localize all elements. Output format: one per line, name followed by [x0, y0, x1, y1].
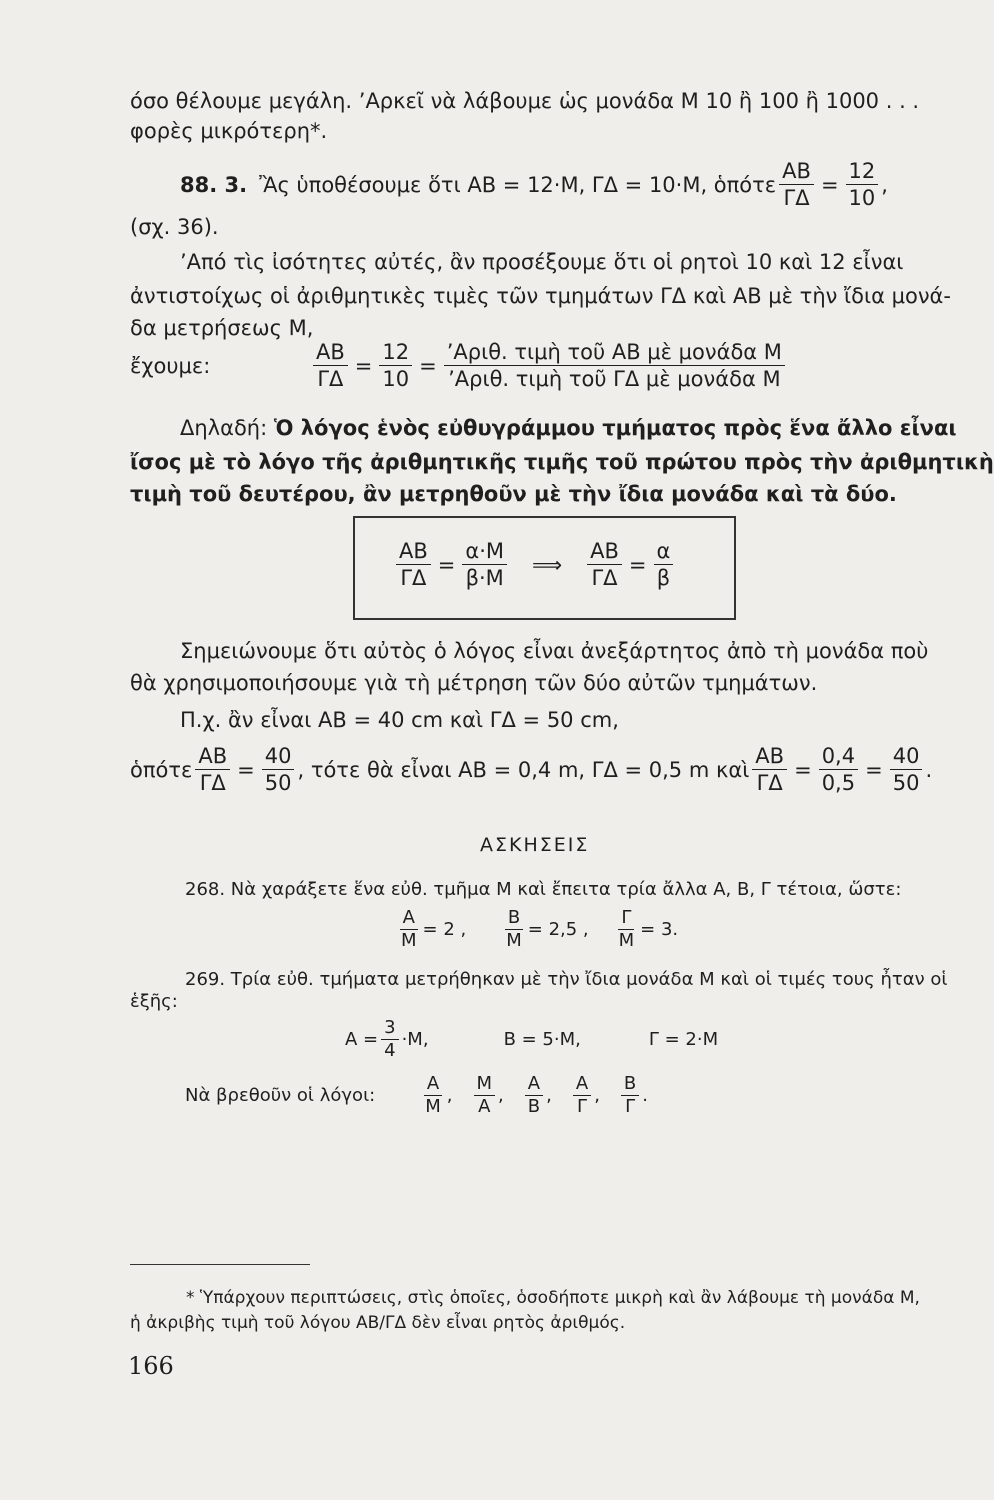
frac-den: ΓΔ	[317, 367, 344, 391]
fraction-g-m	[616, 907, 638, 952]
frac-den: Μ	[401, 930, 417, 951]
frac-den: ΓΔ	[756, 771, 783, 795]
intro-line-2: φορὲς μικρότερη*.	[130, 119, 328, 143]
section-trail: ,	[881, 172, 888, 197]
frac-den: 10	[848, 186, 876, 210]
exercise-269-line-1: 269. Τρία εὐθ. τμήματα μετρήθηκαν μὲ τὴν ἴδια μονάδα Μ καὶ οἱ τιμές τους ἦταν οἱ	[185, 969, 948, 990]
intro-line-1: όσο θέλουμε μεγάλη. ’Αρκεῖ νὰ λάβουμε ὡς μονάδα Μ 10 ἢ 100 ἢ 1000 . . .	[130, 89, 920, 113]
equals-sign: =	[437, 552, 456, 577]
para1-line-2: ἀντιστοίχως οἱ ἀριθμητικὲς τιμὲς τῶν τμημάτων ΓΔ καὶ ΑΒ μὲ τὴν ἴδια μονά-	[130, 284, 951, 308]
section-88-3	[180, 158, 888, 211]
frac-den: 4	[384, 1040, 396, 1061]
ratio-fraction	[474, 1073, 496, 1118]
fraction-ab-gd	[779, 158, 814, 211]
exercise-269-values	[345, 1017, 718, 1062]
fraction-decimals	[819, 743, 858, 796]
example-end: .	[925, 757, 933, 782]
exercises-heading: ΑΣΚΗΣΕΙΣ	[480, 834, 590, 856]
para2-line-1: Σημειώνουμε ὅτι αὐτὸς ὁ λόγος εἶναι ἀνεξάρτητος ἀπὸ τὴ μονάδα ποὺ	[180, 639, 929, 663]
frac-den: 50	[892, 771, 920, 795]
frac-num: Β	[505, 907, 523, 930]
value-a-tail: ·Μ,	[401, 1028, 429, 1050]
frac-num: Α	[400, 907, 418, 930]
fraction-ab-gd	[396, 538, 431, 591]
frac-den: 0,5	[821, 771, 856, 795]
fraction-ab-gd	[752, 743, 787, 796]
section-number: 88. 3.	[180, 172, 248, 197]
frac-den: Μ	[618, 930, 635, 951]
ratio-separator: ,	[546, 1084, 552, 1106]
frac-num: ΑΒ	[779, 158, 814, 185]
footnote-divider	[130, 1264, 310, 1265]
fraction-am-bm	[462, 538, 507, 591]
equals-sign: =	[237, 757, 255, 782]
frac-num: Γ	[618, 907, 634, 930]
fraction-ab-gd	[313, 339, 348, 392]
ratio-value: = 3.	[640, 918, 679, 940]
frac-den: 50	[264, 771, 292, 795]
frac-den: ΓΔ	[591, 566, 618, 590]
exercise-268-ratios	[395, 907, 678, 952]
frac-num: 40	[890, 743, 923, 770]
ratio-value: = 2,5 ,	[527, 918, 589, 940]
section-sentence: Ἂς ὑποθέσουμε ὅτι ΑΒ = 12·Μ, ΓΔ = 10·Μ, ὁπότε	[259, 172, 777, 197]
frac-den: ’Αριθ. τιμὴ τοῦ ΓΔ μὲ μονάδα Μ	[448, 367, 781, 391]
frac-num: α	[654, 538, 674, 565]
implies-arrow-icon: ⟹	[532, 552, 563, 577]
formula-arithmetic-ratio	[130, 339, 788, 392]
equals-sign: =	[794, 757, 812, 782]
frac-den: Μ	[506, 930, 522, 951]
boxed-formula	[353, 516, 736, 620]
fraction-b-m	[503, 907, 525, 952]
equals-sign: =	[820, 172, 839, 197]
value-a: Α =	[345, 1028, 379, 1050]
frac-num: 3	[381, 1017, 398, 1040]
frac-den: β·Μ	[465, 566, 504, 590]
ratio-separator: ,	[498, 1084, 504, 1106]
rule-line-3: τιμὴ τοῦ δευτέρου, ἂν μετρηθοῦν μὲ τὴν ἴδια μονάδα καὶ τὰ δύο.	[130, 482, 897, 506]
rule-line-1	[180, 413, 957, 443]
ratio-separator: ,	[446, 1084, 453, 1106]
frac-den: ΓΔ	[783, 186, 810, 210]
frac-num: 0,4	[819, 743, 858, 770]
frac-num: 40	[262, 743, 295, 770]
ratio-value: = 2 ,	[422, 918, 467, 940]
frac-den: ΓΔ	[199, 771, 226, 795]
equals-sign: =	[419, 353, 437, 378]
para1-line-3: δα μετρήσεως Μ,	[130, 316, 314, 340]
ratio-separator: .	[642, 1084, 649, 1106]
frac-num: 12	[846, 158, 879, 185]
value-b: Β = 5·Μ,	[503, 1028, 581, 1050]
ratio-fraction	[422, 1073, 444, 1118]
frac-den: Γ	[577, 1096, 588, 1117]
rule-line-2: ἴσος μὲ τὸ λόγο τῆς ἀριθμητικῆς τιμῆς τοῦ πρώτου πρὸς τὴν ἀριθμητικὴ	[130, 450, 994, 474]
example-middle: , τότε θὰ εἶναι ΑΒ = 0,4 m, ΓΔ = 0,5 m καὶ	[297, 757, 750, 782]
fraction-ab-gd	[587, 538, 622, 591]
boxed-formula-content	[393, 538, 676, 591]
frac-num: Β	[621, 1073, 639, 1096]
para2-line-2: θὰ χρησιμοποιήσουμε γιὰ τὴ μέτρηση τῶν δύο αὐτῶν τμημάτων.	[130, 671, 818, 695]
example-line-1: Π.χ. ἂν εἶναι ΑΒ = 40 cm καὶ ΓΔ = 50 cm,	[180, 708, 619, 732]
fraction-12-10	[379, 339, 412, 392]
frac-den: 10	[382, 367, 410, 391]
footnote-line-1: * Ὑπάρχουν περιπτώσεις, στὶς ὁποῖες, ὁσοδήποτε μικρὴ καὶ ἂν λάβουμε τὴ μονάδα Μ,	[186, 1288, 920, 1308]
fraction-3-4	[381, 1017, 398, 1062]
equals-sign: =	[865, 757, 883, 782]
ratio-fraction	[621, 1073, 639, 1118]
frac-den: Β	[527, 1096, 541, 1117]
fraction-40-50	[890, 743, 923, 796]
rule-prefix: Δηλαδή:	[180, 416, 274, 440]
fraction-a-b	[654, 538, 674, 591]
ratio-fraction	[525, 1073, 543, 1118]
exercise-269-line-2: ἑξῆς:	[130, 991, 178, 1012]
fraction-ab-gd	[195, 743, 230, 796]
frac-num: ΑΒ	[313, 339, 348, 366]
fraction-a-m	[398, 907, 420, 952]
footnote-line-2: ἡ ἀκριβὴς τιμὴ τοῦ λόγου ΑΒ/ΓΔ δὲν εἶναι ρητὸς ἀριθμός.	[130, 1313, 626, 1333]
frac-num: 12	[379, 339, 412, 366]
value-g: Γ = 2·Μ	[648, 1028, 719, 1050]
fraction-text	[444, 339, 785, 392]
frac-num: α·Μ	[462, 538, 507, 565]
equals-sign: =	[628, 552, 647, 577]
frac-num: Α	[573, 1073, 591, 1096]
frac-den: Μ	[425, 1096, 441, 1117]
exercise-269-ratios	[185, 1073, 666, 1118]
frac-den: β	[656, 566, 671, 590]
exercise-268: 268. Νὰ χαράξετε ἕνα εὐθ. τμῆμα Μ καὶ ἔπειτα τρία ἄλλα Α, Β, Γ τέτοια, ὥστε:	[185, 879, 902, 900]
ratios-label: Νὰ βρεθοῦν οἱ λόγοι:	[185, 1084, 376, 1106]
example-opote: ὁπότε	[130, 757, 193, 782]
frac-num: Α	[525, 1073, 543, 1096]
frac-num: Μ	[474, 1073, 496, 1096]
ratio-fraction	[573, 1073, 591, 1118]
rule-text-1: Ὁ λόγος ἑνὸς εὐθυγράμμου τμήματος πρὸς ἕνα ἄλλο εἶναι	[273, 416, 957, 440]
ratio-separator: ,	[594, 1084, 600, 1106]
frac-num: ΑΒ	[396, 538, 431, 565]
frac-num: Α	[424, 1073, 442, 1096]
fraction-12-10	[846, 158, 879, 211]
formula-label: ἔχουμε:	[130, 353, 211, 378]
frac-num: ΑΒ	[587, 538, 622, 565]
figure-reference: (σχ. 36).	[130, 215, 219, 239]
fraction-40-50	[262, 743, 295, 796]
frac-num: ΑΒ	[195, 743, 230, 770]
para1-line-1: ’Από τὶς ἰσότητες αὐτές, ἂν προσέξουμε ὅτι οἱ ρητοὶ 10 καὶ 12 εἶναι	[180, 250, 904, 274]
frac-den: Γ	[625, 1096, 636, 1117]
frac-num: ΑΒ	[752, 743, 787, 770]
equals-sign: =	[354, 353, 373, 378]
frac-num: ’Αριθ. τιμὴ τοῦ ΑΒ μὲ μονάδα Μ	[444, 339, 785, 366]
ratio-list	[419, 1073, 666, 1118]
example-line-2	[130, 743, 932, 796]
frac-den: Α	[478, 1096, 491, 1117]
frac-den: ΓΔ	[400, 566, 427, 590]
page-number: 166	[128, 1352, 174, 1380]
